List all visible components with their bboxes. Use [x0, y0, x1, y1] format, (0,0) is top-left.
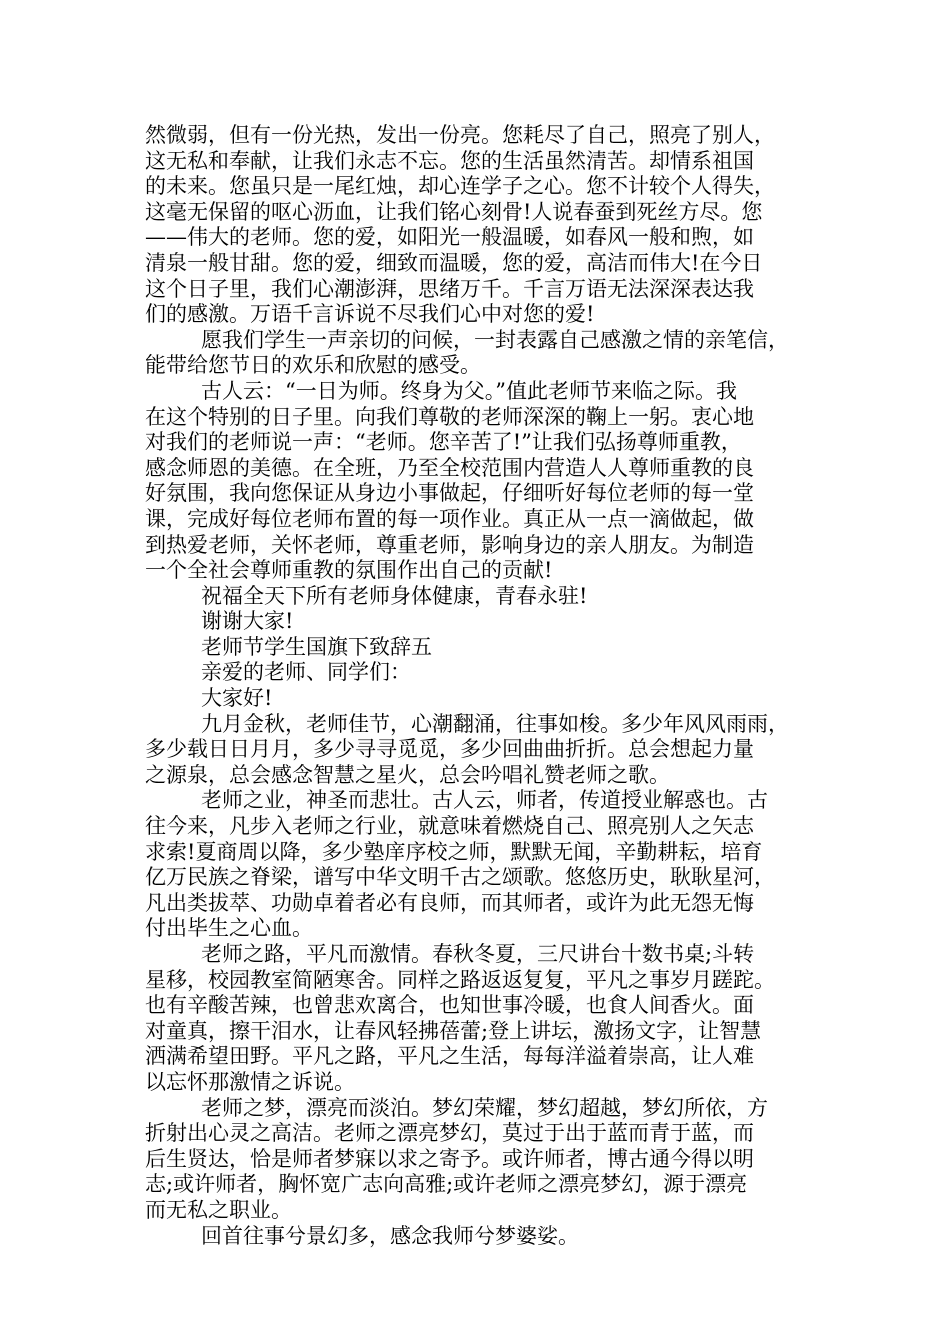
text-line: 老师之业，神圣而悲壮。古人云，师者，传道授业解惑也。古: [201, 788, 768, 813]
text-line: 志;或许师者，胸怀宽广志向高雅;或许老师之漂亮梦幻，源于漂亮: [145, 1172, 748, 1197]
text-line: 凡出类拔萃、功勋卓着者必有良师，而其师者，或许为此无怨无悔: [145, 890, 754, 915]
text-line: 老师之梦，漂亮而淡泊。梦幻荣耀，梦幻超越，梦幻所依，方: [201, 1095, 768, 1120]
text-line: 清泉一般甘甜。您的爱，细致而温暖，您的爱，高洁而伟大!在今日: [145, 250, 763, 275]
text-line: 回首往事兮景幻多，感念我师兮梦婆娑。: [201, 1223, 579, 1248]
text-line: 一个全社会尊师重教的氛围作出自己的贡献!: [145, 558, 553, 583]
text-line: 们的感激。万语千言诉说不尽我们心中对您的爱!: [145, 302, 595, 327]
text-line: 这无私和奉献，让我们永志不忘。您的生活虽然清苦。却情系祖国: [145, 148, 754, 173]
text-line: 求索!夏商周以降，多少塾庠序校之师，默默无闻，辛勤耕耘，培育: [145, 839, 763, 864]
text-line: 谢谢大家!: [201, 609, 294, 634]
text-line: 对我们的老师说一声：“老师。您辛苦了!”让我们弘扬尊师重教，: [145, 430, 742, 455]
text-line: 能带给您节日的欢乐和欣慰的感受。: [145, 353, 481, 378]
text-line: 好氛围，我向您保证从身边小事做起，仔细听好每位老师的每一堂: [145, 481, 754, 506]
text-line: 课，完成好每位老师布置的每一项作业。真正从一点一滴做起，做: [145, 506, 754, 531]
text-line: 多少载日日月月，多少寻寻觅觅，多少回曲曲折折。总会想起力量: [145, 737, 754, 762]
text-line: 也有辛酸苦辣，也曾悲欢离合，也知世事冷暖，也食人间香火。面: [145, 993, 754, 1018]
text-line: 以忘怀那激情之诉说。: [145, 1069, 355, 1094]
text-line: 感念师恩的美德。在全班，乃至全校范围内营造人人尊师重教的良: [145, 455, 754, 480]
text-line: 亲爱的老师、同学们：: [201, 660, 411, 685]
text-line: 愿我们学生一声亲切的问候，一封表露自己感激之情的亲笔信，: [201, 327, 789, 352]
text-line: 付出毕生之心血。: [145, 916, 313, 941]
text-line: 这个日子里，我们心潮澎湃，思绪万千。千言万语无法深深表达我: [145, 276, 754, 301]
text-line: 这毫无保留的呕心沥血，让我们铭心刻骨!人说春蚕到死丝方尽。您: [145, 199, 763, 224]
text-line: 后生贤达，恰是师者梦寐以求之寄予。或许师者，博古通今得以明: [145, 1146, 754, 1171]
text-line: 亿万民族之脊梁，谱写中华文明千古之颂歌。悠悠历史，耿耿星河，: [145, 865, 775, 890]
text-line: 往今来，凡步入老师之行业，就意味着燃烧自己、照亮别人之矢志: [145, 814, 754, 839]
text-line: 洒满希望田野。平凡之路，平凡之生活，每每洋溢着崇高，让人难: [145, 1044, 754, 1069]
text-line: 到热爱老师，关怀老师，尊重老师，影响身边的亲人朋友。为制造: [145, 532, 754, 557]
text-line: 大家好!: [201, 686, 273, 711]
text-line: 祝福全天下所有老师身体健康，青春永驻!: [201, 583, 588, 608]
text-line: 九月金秋，老师佳节，心潮翻涌，往事如梭。多少年风风雨雨，: [201, 711, 789, 736]
text-line: 对童真，擦干泪水，让春风轻拂蓓蕾;登上讲坛，激扬文字，让智慧: [145, 1018, 762, 1043]
text-line: 老师节学生国旗下致辞五: [201, 634, 432, 659]
text-line: 老师之路，平凡而激情。春秋冬夏，三尺讲台十数书桌;斗转: [201, 942, 755, 966]
text-line: 星移，校园教室简陋寒舍。同样之路返返复复，平凡之事岁月蹉跎。: [145, 967, 775, 992]
text-line: 折射出心灵之高洁。老师之漂亮梦幻，莫过于出于蓝而青于蓝，而: [145, 1121, 754, 1146]
text-line: 之源泉，总会感念智慧之星火，总会吟唱礼赞老师之歌。: [145, 762, 670, 787]
text-line: 古人云：“一日为师。终身为父。”值此老师节来临之际。我: [201, 378, 737, 403]
text-line: ——伟大的老师。您的爱，如阳光一般温暖，如春风一般和煦，如: [145, 225, 754, 250]
text-line: 而无私之职业。: [145, 1197, 292, 1222]
text-line: 然微弱，但有一份光热，发出一份亮。您耗尽了自己，照亮了别人，: [145, 123, 775, 147]
text-line: 在这个特别的日子里。向我们尊敬的老师深深的鞠上一躬。衷心地: [145, 404, 754, 429]
document-body: [145, 123, 805, 1249]
text-line: 的未来。您虽只是一尾红烛，却心连学子之心。您不计较个人得失，: [145, 174, 775, 199]
